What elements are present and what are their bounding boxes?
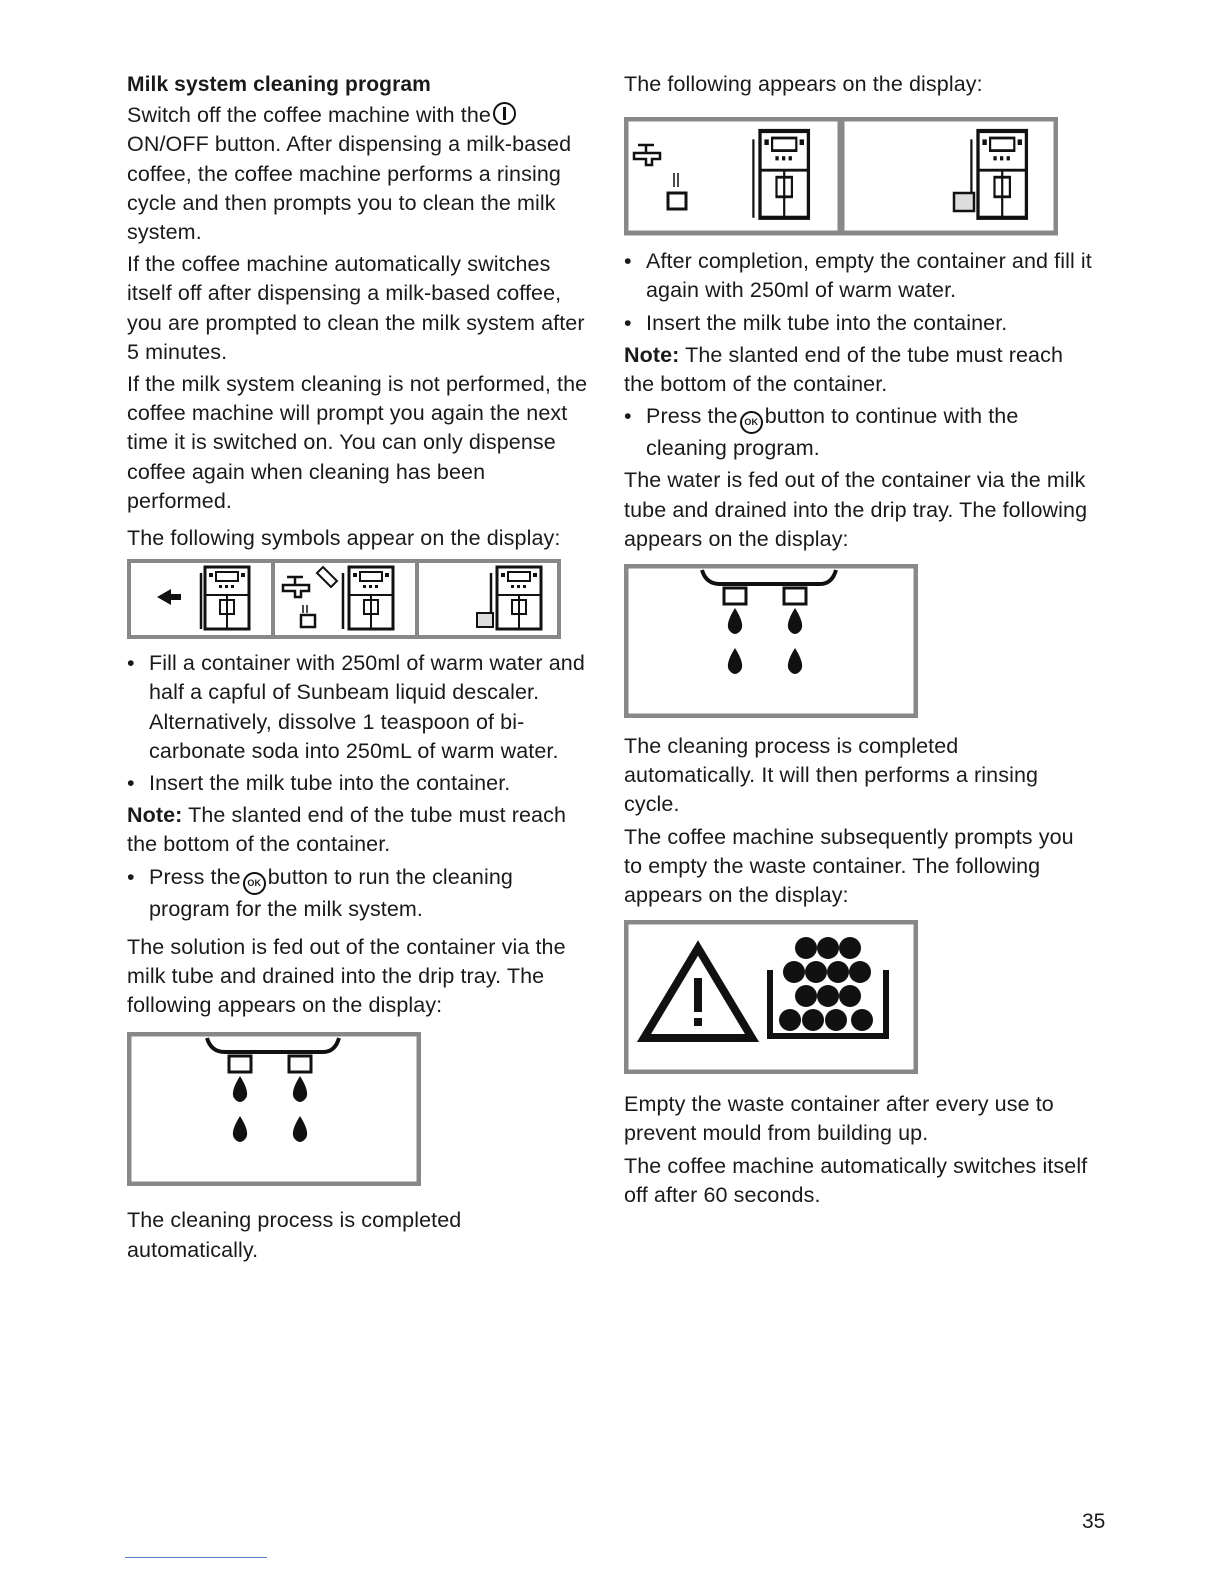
bullet-item (127, 769, 592, 798)
bullet-dot: • (127, 771, 135, 796)
bullet-text: button to continue with the cleaning program. (646, 404, 1019, 461)
ok-button-icon: OK (243, 872, 266, 895)
note-label: Note: (624, 342, 680, 367)
display-figure (624, 117, 1094, 237)
note (624, 341, 1094, 399)
note-text: The slanted end of the tube must reach the bottom of the container. (127, 803, 567, 857)
note-label: Note: (127, 803, 183, 828)
note (127, 801, 592, 859)
bullet-text: button to run the cleaning program for the milk system. (149, 864, 513, 921)
paragraph: If the coffee machine automatically switches itself off after dispensing a milk-based coffee, you are prompted to clean the milk system after 5 minutes. (127, 252, 585, 364)
bullet-text: Fill a container with 250ml of warm water and half a capful of Sunbeam liquid descaler. Alternatively, dissolve 1 teaspoon of bi-carbonate soda into 250mL of warm water. (149, 651, 585, 763)
paragraph: The cleaning process is completed automatically. (127, 1208, 462, 1262)
coffee-machine-icon (343, 567, 393, 629)
bullet-item (624, 402, 1094, 463)
coffee-machine-icon (971, 131, 1026, 218)
paragraph (127, 101, 592, 247)
coffee-machine-icon (491, 567, 541, 629)
paragraph: The water is fed out of the container via the milk tube and drained into the drip tray. The following appears on the display: (624, 468, 1088, 551)
bullet-text: Insert the milk tube into the container. (149, 771, 511, 796)
bullet-text: After completion, empty the container and fill it again with 250ml of warm water. (646, 249, 1092, 303)
bullet-dot: • (127, 651, 135, 676)
waste-display-figure (624, 920, 1094, 1074)
footer-rule (125, 1557, 267, 1558)
bullet-item (127, 649, 592, 766)
paragraph: The following appears on the display: (624, 72, 983, 96)
paragraph: The following symbols appear on the display: (127, 526, 561, 551)
bullet-item (127, 863, 592, 924)
paragraph-text: Switch off the coffee machine with the (127, 103, 491, 128)
display-symbols-image (127, 559, 561, 639)
container-icon (954, 193, 974, 211)
bullet-text: Insert the milk tube into the container. (646, 310, 1008, 335)
container-icon (477, 613, 493, 627)
paragraph: The cleaning process is completed automatically. It will then performs a rinsing cycle. (624, 734, 1039, 817)
display-image (624, 117, 1058, 237)
waste-display-image (624, 920, 918, 1074)
right-column (624, 70, 1094, 1213)
ok-button-icon: OK (740, 411, 763, 434)
drip-display-image (624, 564, 918, 718)
page-number: 35 (1082, 1510, 1106, 1533)
paragraph: If the milk system cleaning is not performed, the coffee machine will prompt you again the next time it is switched on. You can only dispense coffee again when cleaning has been performed. (127, 372, 588, 513)
power-button-icon (493, 102, 516, 125)
left-column (127, 70, 592, 1268)
coffee-machine-icon (201, 567, 249, 629)
paragraph: The coffee machine automatically switches itself off after 60 seconds. (624, 1153, 1088, 1207)
paragraph: The coffee machine subsequently prompts you to empty the waste container. The following appears on the display: (624, 824, 1074, 908)
drip-display-image (127, 1032, 421, 1186)
bullet-dot: • (624, 404, 632, 429)
note-text: The slanted end of the tube must reach the bottom of the container. (624, 342, 1064, 397)
paragraph-text: ON/OFF button. After dispensing a milk-based coffee, the coffee machine performs a rinsing cycle and then prompts you to clean the milk system. (127, 132, 572, 245)
paragraph: The solution is fed out of the container via the milk tube and drained into the drip tray. The following appears on the display: (127, 934, 566, 1018)
drip-display-figure (624, 564, 1094, 718)
section-heading: Milk system cleaning program (127, 73, 431, 96)
display-symbols-figure (127, 559, 592, 639)
bullet-text: Press the (149, 864, 241, 889)
bullet-dot: • (127, 864, 135, 889)
bullet-item (624, 309, 1094, 338)
bullet-dot: • (624, 249, 632, 274)
drip-display-figure (127, 1032, 592, 1186)
coffee-machine-icon (753, 131, 808, 218)
paragraph: Empty the waste container after every use to prevent mould from building up. (624, 1092, 1054, 1146)
bullet-item (624, 247, 1094, 305)
bullet-text: Press the (646, 404, 738, 429)
bullet-dot: • (624, 310, 632, 335)
